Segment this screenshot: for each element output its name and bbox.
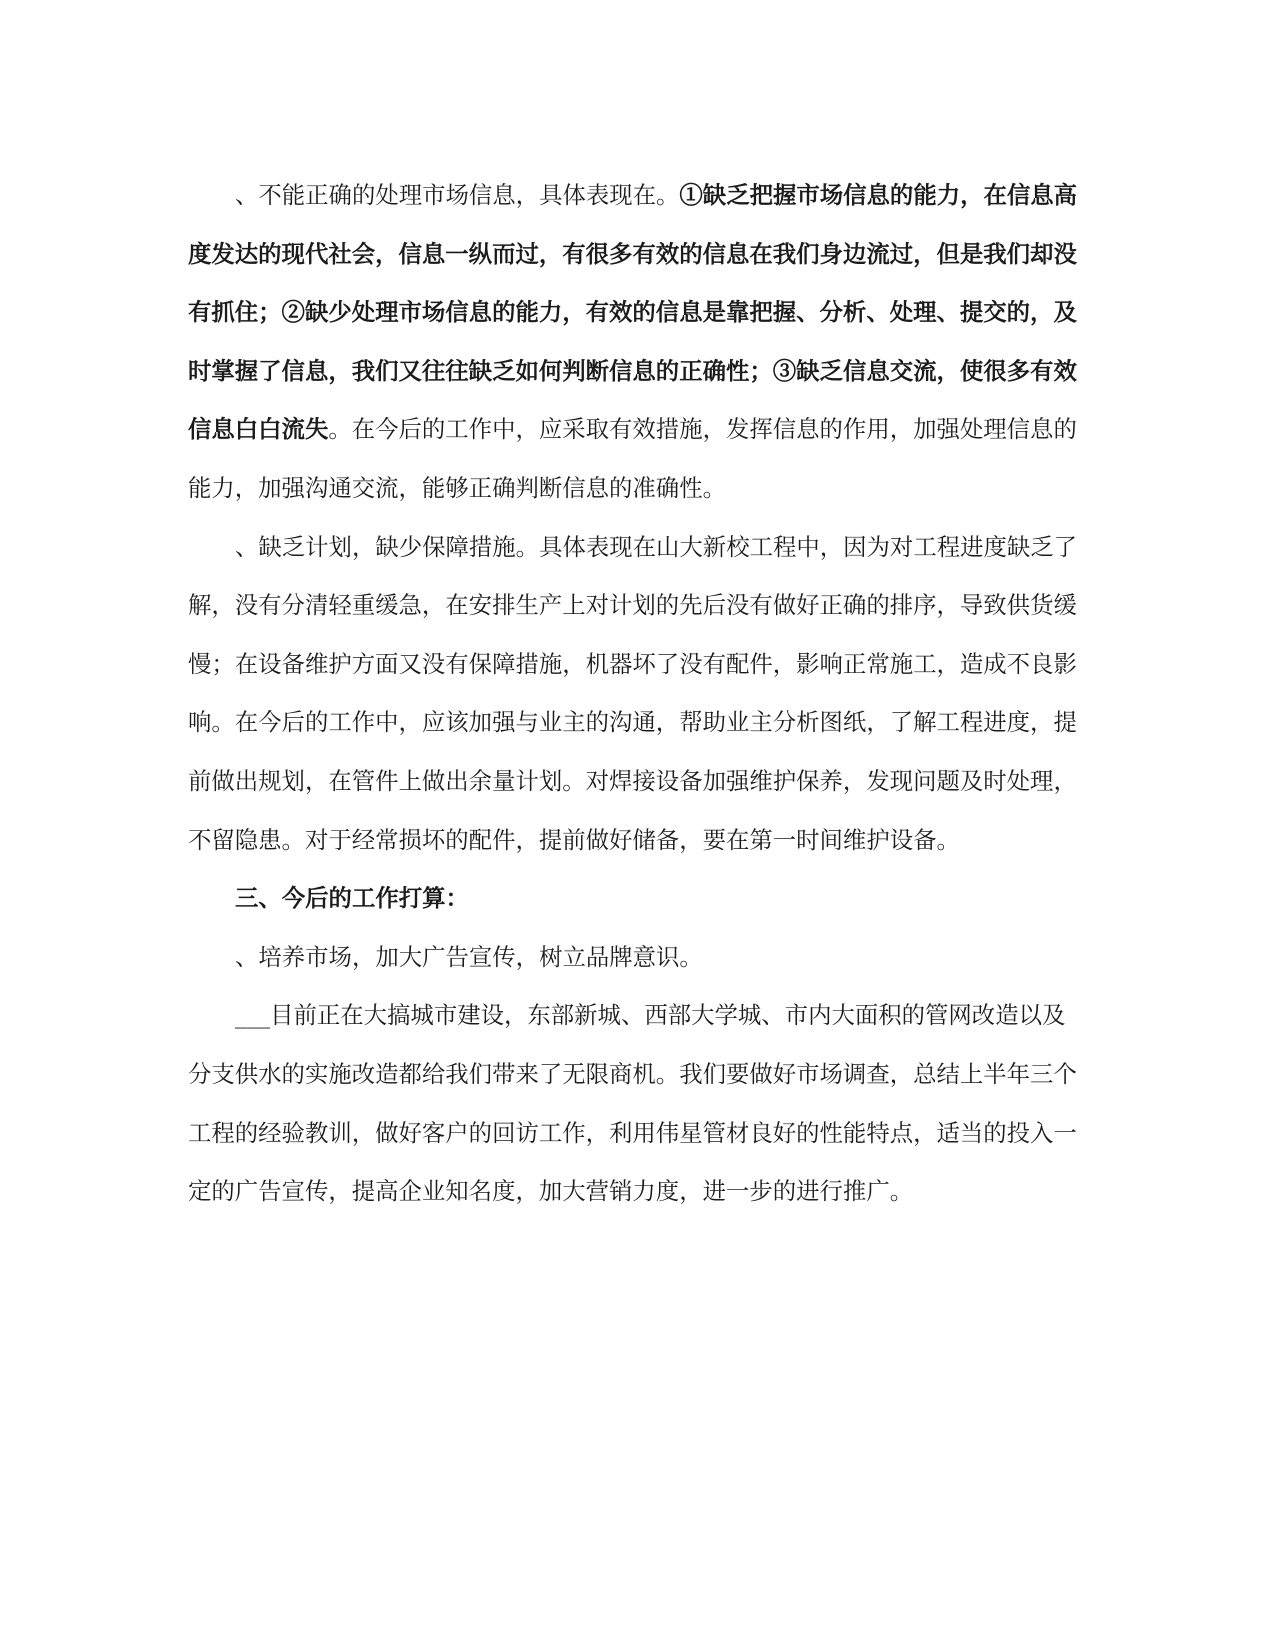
paragraph-lead-text: 、不能正确的处理市场信息，具体表现在。 (235, 181, 680, 209)
paragraph-tail-text: 。在今后的工作中，应采取有效措施，发挥信息的作用，加强处理信息的能力，加强沟通交流，能够正确判断信息的准确性。 (188, 415, 1077, 502)
paragraph-market-information (188, 166, 1088, 518)
bold-problem-list: ①缺乏把握市场信息的能力，在信息高度发达的现代社会，信息一纵而过，有很多有效的信息在我们身边流过，但是我们却没有抓住；②缺少处理市场信息的能力，有效的信息是靠把握、分析、处理、提交的，及时掌握了信息，我们又往往缺乏如何判断信息的正确性；③缺乏信息交流，使很多有效信息白白流失 (188, 181, 1078, 444)
paragraph-city-construction (188, 986, 1088, 1220)
blank-placeholder: ___ (235, 1001, 271, 1030)
paragraph-planning-measures: 、缺乏计划，缺少保障措施。具体表现在山大新校工程中，因为对工程进度缺乏了解，没有分清轻重缓急，在安排生产上对计划的先后没有做好正确的排序，导致供货缓慢；在设备维护方面又没有保障措施，机器坏了没有配件，影响正常施工，造成不良影响。在今后的工作中，应该加强与业主的沟通，帮助业主分析图纸，了解工程进度，提前做出规划，在管件上做出余量计划。对焊接设备加强维护保养，发现问题及时处理，不留隐患。对于经常损坏的配件，提前做好储备，要在第一时间维护设备。 (188, 532, 1078, 854)
document-body (188, 166, 1088, 1221)
paragraph-market-cultivation: 、培养市场，加大广告宣传，树立品牌意识。 (235, 942, 703, 971)
paragraph-body-text: 目前正在大搞城市建设，东部新城、西部大学城、市内大面积的管网改造以及分支供水的实施改造都给我们带来了无限商机。我们要做好市场调查，总结上半年三个工程的经验教训，做好客户的回访工作，利用伟星管材良好的性能特点，适当的投入一定的广告宣传，提高企业知名度，加大营销力度，进一步的进行推广。 (188, 1001, 1077, 1206)
section-heading-future-plans: 三、今后的工作打算： (235, 884, 469, 913)
